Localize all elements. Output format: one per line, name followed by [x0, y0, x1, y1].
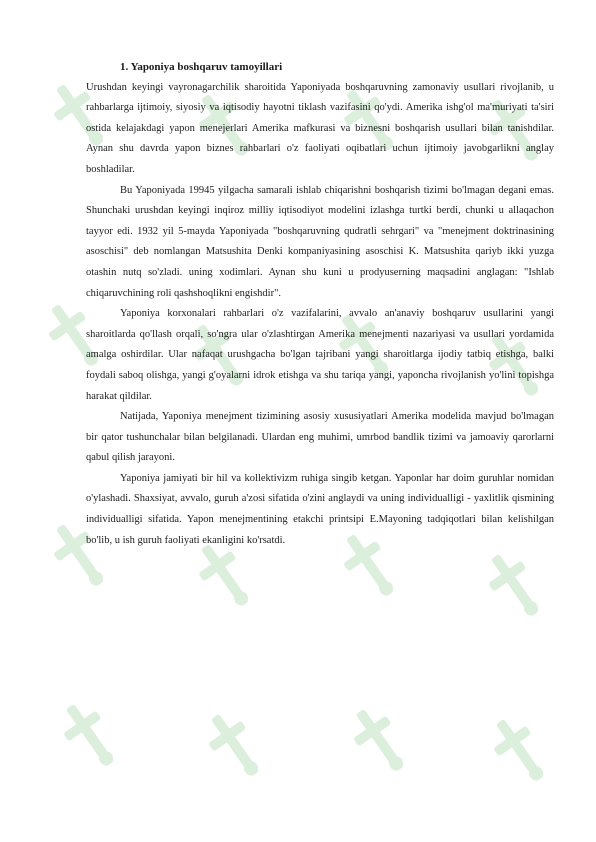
paragraph-matsushita: Bu Yaponiyada 19945 yilgacha samarali ishlab chiqarishni boshqarish tizimi bo'lmagan degani emas. Shunchaki urushdan keyingi inqiroz milliy iqtisodiyot modelini izlashga turtki berdi, chunki u allaqachon tayyor edi. 1932 yil 5-mayda Yaponiyada "boshqaruvning qudratli sehrgari" va "menejment doktrinasining asoschisi" deb nomlangan Matsushita Denki kompaniyasining asoschisi K. Matsushita qariyb ikki yuzga otashin nutq so'zladi. uning xodimlari. Aynan shu kuni u prodyuserning maqsadini anglagan: "Ishlab chiqaruvchining roli qashshoqlikni engishdir". [86, 184, 554, 299]
paragraph-intro: Urushdan keyingi vayronagarchilik sharoitida Yaponiyada boshqaruvning zamonaviy usullari rivojlanib, u rahbarlarga ijtimoiy, siyosiy va iqtisodiy hayotni tiklash vazifasini qo'ydi. Amerika ishg'ol ma'muriyati ta'siri ostida kelajakdagi yapon menejerlari Amerika mafkurasi va biznesni boshqarish usullari bilan tanishdilar. Aynan shu davrda yapon biznes rahbarlari o'z faoliyati oqibatlari uchun ijtimoiy javobgarlikni anglay boshladilar. [86, 81, 554, 175]
paragraph-key-features: Natijada, Yaponiya menejment tizimining asosiy xususiyatlari Amerika modelida mavjud bo'lmagan bir qator tushunchalar bilan belgilanadi. Ulardan eng muhimi, umrbod bandlik tizimi va jamoaviy qarorlarni qabul qilish jarayoni. [86, 411, 554, 464]
section-heading: 1. Yaponiya boshqaruv tamoyillari [120, 61, 283, 73]
watermark-logo-icon [341, 700, 423, 791]
watermark-logo-icon [481, 710, 563, 801]
watermark-logo-icon [476, 545, 558, 636]
paragraph-enterprise-leaders: Yaponiya korxonalari rahbarlari o'z vazifalarini, avvalo an'anaviy boshqaruv usullarini yangi sharoitlarda qo'llash orqali, so'ngra ular o'zlashtirgan Amerika menejmenti nazariyasi va usullari yordamida amalga oshirdilar. Ular nafaqat urushgacha bo'lgan tajribani yangi sharoitlarga ijodiy tatbiq etishga, balki foydali saboq olishga, yangi g'oyalarni idrok etishga va shu tariqa yangi, yaponcha rivojlanish yo'lini topishga harakat qildilar. [86, 308, 554, 402]
watermark-logo-icon [196, 705, 278, 796]
watermark-logo-icon [51, 695, 133, 786]
document-body [86, 57, 554, 551]
paragraph-collectivism: Yaponiya jamiyati bir hil va kollektivizm ruhiga singib ketgan. Yaponlar har doim guruhlar nomidan o'ylashadi. Shaxsiyat, avvalo, guruh a'zosi sifatida o'zini anglaydi va uning individualligi - yaxlitlik qismining individualligi sifatida. Yapon menejmentining etakchi printsipi E.Mayoning tadqiqotlari bilan kelishilgan bo'lib, u ish guruh faoliyati ekanligini ko'rsatdi. [86, 472, 554, 546]
